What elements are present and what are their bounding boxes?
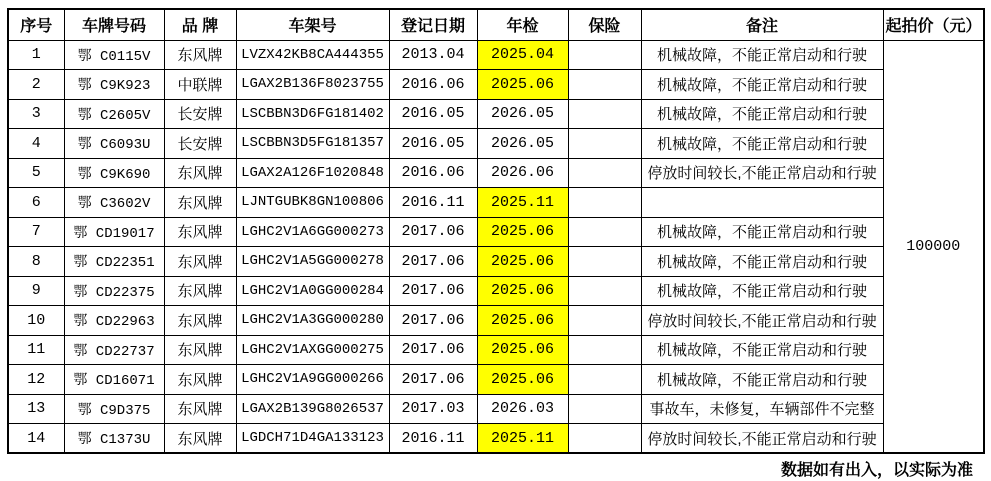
cell-plate: 鄂 CD19017 xyxy=(64,217,164,247)
table-row xyxy=(8,424,984,454)
cell-no: 13 xyxy=(8,394,64,424)
cell-no: 10 xyxy=(8,306,64,336)
cell-plate: 鄂 C3602V xyxy=(64,188,164,218)
cell-reg-date: 2016.06 xyxy=(389,158,477,188)
cell-reg-date: 2016.05 xyxy=(389,99,477,129)
cell-remark: 机械故障，不能正常启动和行驶 xyxy=(641,70,883,100)
col-header-reg-date: 登记日期 xyxy=(389,9,477,40)
cell-inspection: 2025.06 xyxy=(477,365,568,395)
cell-brand: 东风牌 xyxy=(164,335,236,365)
col-header-remark: 备注 xyxy=(641,9,883,40)
cell-brand: 东风牌 xyxy=(164,276,236,306)
cell-brand: 东风牌 xyxy=(164,247,236,277)
cell-brand: 东风牌 xyxy=(164,365,236,395)
cell-inspection: 2025.11 xyxy=(477,424,568,454)
col-header-no: 序号 xyxy=(8,9,64,40)
cell-vin: LGHC2V1A9GG000266 xyxy=(236,365,389,395)
cell-remark: 机械故障，不能正常启动和行驶 xyxy=(641,335,883,365)
cell-insurance xyxy=(568,70,641,100)
cell-inspection: 2026.05 xyxy=(477,129,568,159)
cell-no: 14 xyxy=(8,424,64,454)
cell-remark: 停放时间较长,不能正常启动和行驶 xyxy=(641,424,883,454)
cell-remark: 机械故障，不能正常启动和行驶 xyxy=(641,276,883,306)
cell-reg-date: 2013.04 xyxy=(389,40,477,70)
cell-plate: 鄂 C0115V xyxy=(64,40,164,70)
cell-no: 8 xyxy=(8,247,64,277)
cell-plate: 鄂 CD22351 xyxy=(64,247,164,277)
cell-brand: 中联牌 xyxy=(164,70,236,100)
cell-no: 2 xyxy=(8,70,64,100)
cell-inspection: 2025.06 xyxy=(477,247,568,277)
cell-vin: LGHC2V1A5GG000278 xyxy=(236,247,389,277)
cell-brand: 东风牌 xyxy=(164,40,236,70)
cell-insurance xyxy=(568,217,641,247)
cell-brand: 长安牌 xyxy=(164,99,236,129)
cell-plate: 鄂 C9K923 xyxy=(64,70,164,100)
cell-reg-date: 2017.06 xyxy=(389,276,477,306)
cell-brand: 东风牌 xyxy=(164,424,236,454)
cell-plate: 鄂 CD16071 xyxy=(64,365,164,395)
cell-no: 9 xyxy=(8,276,64,306)
cell-brand: 东风牌 xyxy=(164,394,236,424)
cell-plate: 鄂 C6093U xyxy=(64,129,164,159)
cell-brand: 东风牌 xyxy=(164,158,236,188)
cell-inspection: 2026.06 xyxy=(477,158,568,188)
cell-reg-date: 2017.06 xyxy=(389,335,477,365)
cell-plate: 鄂 C9D375 xyxy=(64,394,164,424)
cell-no: 12 xyxy=(8,365,64,395)
cell-remark: 机械故障，不能正常启动和行驶 xyxy=(641,217,883,247)
cell-insurance xyxy=(568,129,641,159)
table-row xyxy=(8,158,984,188)
cell-insurance xyxy=(568,40,641,70)
cell-inspection: 2025.06 xyxy=(477,306,568,336)
cell-no: 7 xyxy=(8,217,64,247)
cell-remark: 机械故障，不能正常启动和行驶 xyxy=(641,99,883,129)
cell-plate: 鄂 CD22737 xyxy=(64,335,164,365)
cell-no: 6 xyxy=(8,188,64,218)
cell-inspection: 2025.04 xyxy=(477,40,568,70)
cell-brand: 东风牌 xyxy=(164,188,236,218)
cell-vin: LGHC2V1AXGG000275 xyxy=(236,335,389,365)
cell-insurance xyxy=(568,158,641,188)
table-row xyxy=(8,129,984,159)
cell-remark: 事故车，未修复，车辆部件不完整 xyxy=(641,394,883,424)
table-row xyxy=(8,40,984,70)
table-row xyxy=(8,217,984,247)
table-row xyxy=(8,70,984,100)
cell-insurance xyxy=(568,247,641,277)
cell-insurance xyxy=(568,424,641,454)
cell-vin: LGHC2V1A6GG000273 xyxy=(236,217,389,247)
cell-inspection: 2025.11 xyxy=(477,188,568,218)
cell-plate: 鄂 C1373U xyxy=(64,424,164,454)
cell-remark: 机械故障，不能正常启动和行驶 xyxy=(641,40,883,70)
cell-insurance xyxy=(568,394,641,424)
vehicle-auction-table xyxy=(7,8,985,454)
col-header-price: 起拍价（元） xyxy=(883,9,984,40)
col-header-inspection: 年检 xyxy=(477,9,568,40)
cell-plate: 鄂 CD22963 xyxy=(64,306,164,336)
cell-reg-date: 2016.05 xyxy=(389,129,477,159)
cell-vin: LVZX42KB8CA444355 xyxy=(236,40,389,70)
cell-inspection: 2025.06 xyxy=(477,276,568,306)
cell-insurance xyxy=(568,306,641,336)
col-header-plate: 车牌号码 xyxy=(64,9,164,40)
cell-vin: LGAX2A126F1020848 xyxy=(236,158,389,188)
cell-reg-date: 2016.06 xyxy=(389,70,477,100)
cell-reg-date: 2016.11 xyxy=(389,188,477,218)
cell-brand: 东风牌 xyxy=(164,217,236,247)
cell-plate: 鄂 CD22375 xyxy=(64,276,164,306)
cell-insurance xyxy=(568,188,641,218)
cell-no: 4 xyxy=(8,129,64,159)
cell-reg-date: 2016.11 xyxy=(389,424,477,454)
cell-inspection: 2025.06 xyxy=(477,70,568,100)
cell-start-price: 100000 xyxy=(883,40,984,453)
table-row xyxy=(8,247,984,277)
cell-insurance xyxy=(568,99,641,129)
cell-remark: 停放时间较长,不能正常启动和行驶 xyxy=(641,158,883,188)
col-header-brand: 品 牌 xyxy=(164,9,236,40)
cell-no: 3 xyxy=(8,99,64,129)
cell-brand: 长安牌 xyxy=(164,129,236,159)
col-header-vin: 车架号 xyxy=(236,9,389,40)
cell-no: 1 xyxy=(8,40,64,70)
cell-vin: LJNTGUBK8GN100806 xyxy=(236,188,389,218)
cell-vin: LGHC2V1A3GG000280 xyxy=(236,306,389,336)
table-row xyxy=(8,99,984,129)
cell-reg-date: 2017.06 xyxy=(389,217,477,247)
cell-insurance xyxy=(568,276,641,306)
cell-remark: 机械故障，不能正常启动和行驶 xyxy=(641,247,883,277)
header-row xyxy=(8,9,984,40)
table-row xyxy=(8,306,984,336)
cell-insurance xyxy=(568,335,641,365)
cell-insurance xyxy=(568,365,641,395)
table-row xyxy=(8,188,984,218)
cell-remark: 停放时间较长,不能正常启动和行驶 xyxy=(641,306,883,336)
table-row xyxy=(8,394,984,424)
col-header-insurance: 保险 xyxy=(568,9,641,40)
cell-no: 5 xyxy=(8,158,64,188)
table-body xyxy=(8,40,984,453)
cell-inspection: 2026.05 xyxy=(477,99,568,129)
cell-inspection: 2025.06 xyxy=(477,217,568,247)
cell-remark xyxy=(641,188,883,218)
cell-vin: LSCBBN3D6FG181402 xyxy=(236,99,389,129)
cell-remark: 机械故障，不能正常启动和行驶 xyxy=(641,129,883,159)
cell-vin: LGDCH71D4GA133123 xyxy=(236,424,389,454)
cell-remark: 机械故障，不能正常启动和行驶 xyxy=(641,365,883,395)
cell-reg-date: 2017.06 xyxy=(389,247,477,277)
cell-vin: LGHC2V1A0GG000284 xyxy=(236,276,389,306)
cell-reg-date: 2017.06 xyxy=(389,306,477,336)
cell-brand: 东风牌 xyxy=(164,306,236,336)
cell-plate: 鄂 C9K690 xyxy=(64,158,164,188)
table-row xyxy=(8,335,984,365)
cell-plate: 鄂 C2605V xyxy=(64,99,164,129)
footer-note: 数据如有出入，以实际为准 xyxy=(780,462,973,479)
cell-vin: LGAX2B136F8023755 xyxy=(236,70,389,100)
cell-inspection: 2025.06 xyxy=(477,335,568,365)
table-row xyxy=(8,365,984,395)
cell-no: 11 xyxy=(8,335,64,365)
cell-inspection: 2026.03 xyxy=(477,394,568,424)
cell-vin: LGAX2B139G8026537 xyxy=(236,394,389,424)
table-row xyxy=(8,276,984,306)
cell-reg-date: 2017.06 xyxy=(389,365,477,395)
cell-vin: LSCBBN3D5FG181357 xyxy=(236,129,389,159)
cell-reg-date: 2017.03 xyxy=(389,394,477,424)
